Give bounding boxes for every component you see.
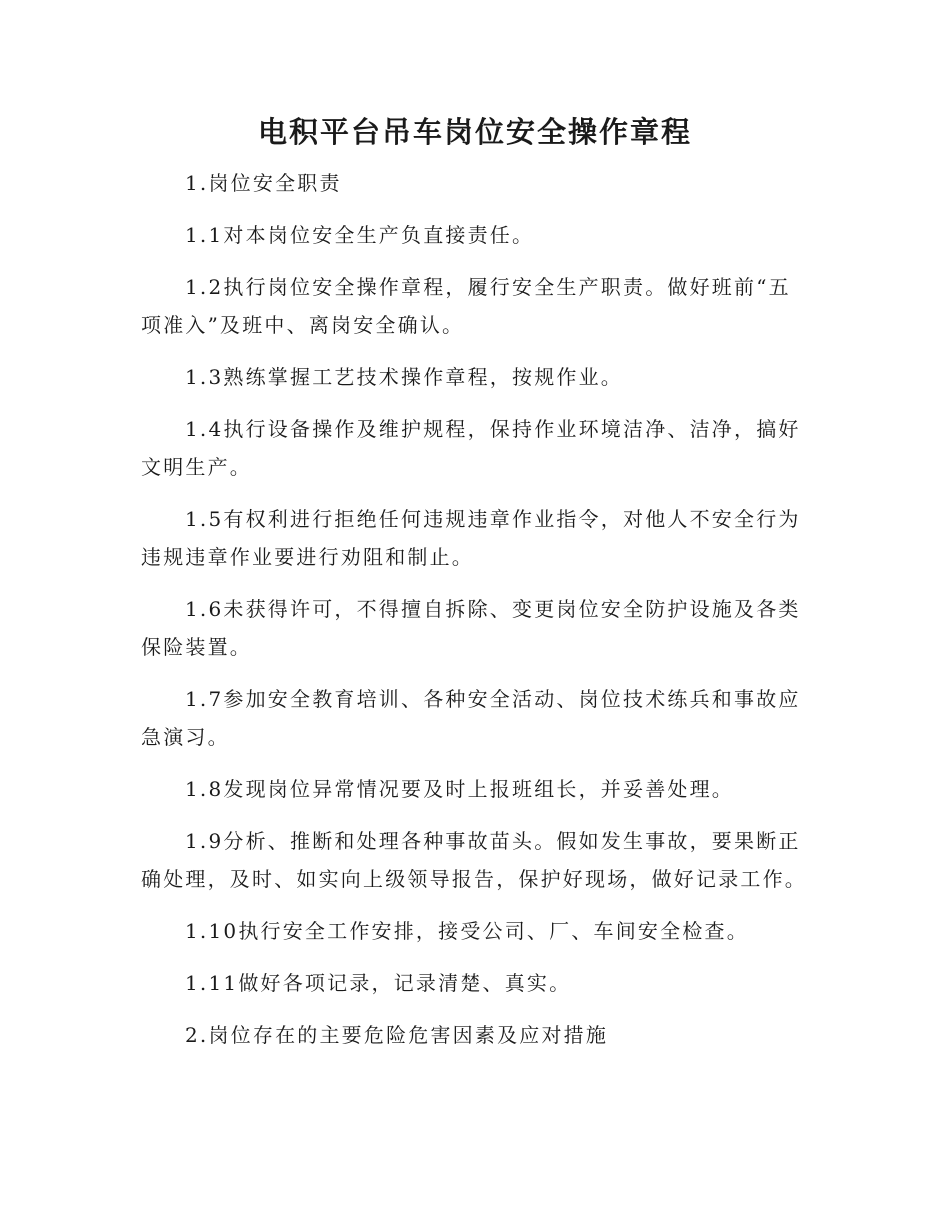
paragraph-1-1: 1.1对本岗位安全生产负直接责任。 bbox=[185, 223, 535, 247]
paragraph-1-10: 1.10执行安全工作安排，接受公司、厂、车间安全检查。 bbox=[185, 919, 749, 943]
document-title: 电积平台吊车岗位安全操作章程 bbox=[257, 115, 692, 149]
paragraph-1-9: 1.9分析、推断和处理各种事故苗头。假如发生事故，要果断正确处理，及时、如实向上级领导报告，保护好现场，做好记录工作。 bbox=[141, 829, 807, 891]
section-heading-2: 2.岗位存在的主要危险危害因素及应对措施 bbox=[185, 1023, 609, 1047]
paragraph-1-4: 1.4执行设备操作及维护规程，保持作业环境洁净、洁净，搞好文明生产。 bbox=[141, 417, 801, 479]
paragraph-1-11: 1.11做好各项记录，记录清楚、真实。 bbox=[185, 971, 572, 995]
paragraph-1-2: 1.2执行岗位安全操作章程，履行安全生产职责。做好班前“五项准入”及班中、离岗安全确认。 bbox=[141, 275, 791, 337]
paragraph-1-7: 1.7参加安全教育培训、各种安全活动、岗位技术练兵和事故应急演习。 bbox=[141, 687, 801, 749]
section-heading-1: 1.岗位安全职责 bbox=[185, 171, 342, 195]
paragraph-1-3: 1.3熟练掌握工艺技术操作章程，按规作业。 bbox=[185, 365, 624, 389]
paragraph-1-6: 1.6未获得许可，不得擅自拆除、变更岗位安全防护设施及各类保险装置。 bbox=[141, 597, 801, 659]
paragraph-1-5: 1.5有权利进行拒绝任何违规违章作业指令，对他人不安全行为违规违章作业要进行劝阻和制止。 bbox=[141, 507, 801, 569]
paragraph-1-8: 1.8发现岗位异常情况要及时上报班组长，并妥善处理。 bbox=[185, 777, 735, 801]
